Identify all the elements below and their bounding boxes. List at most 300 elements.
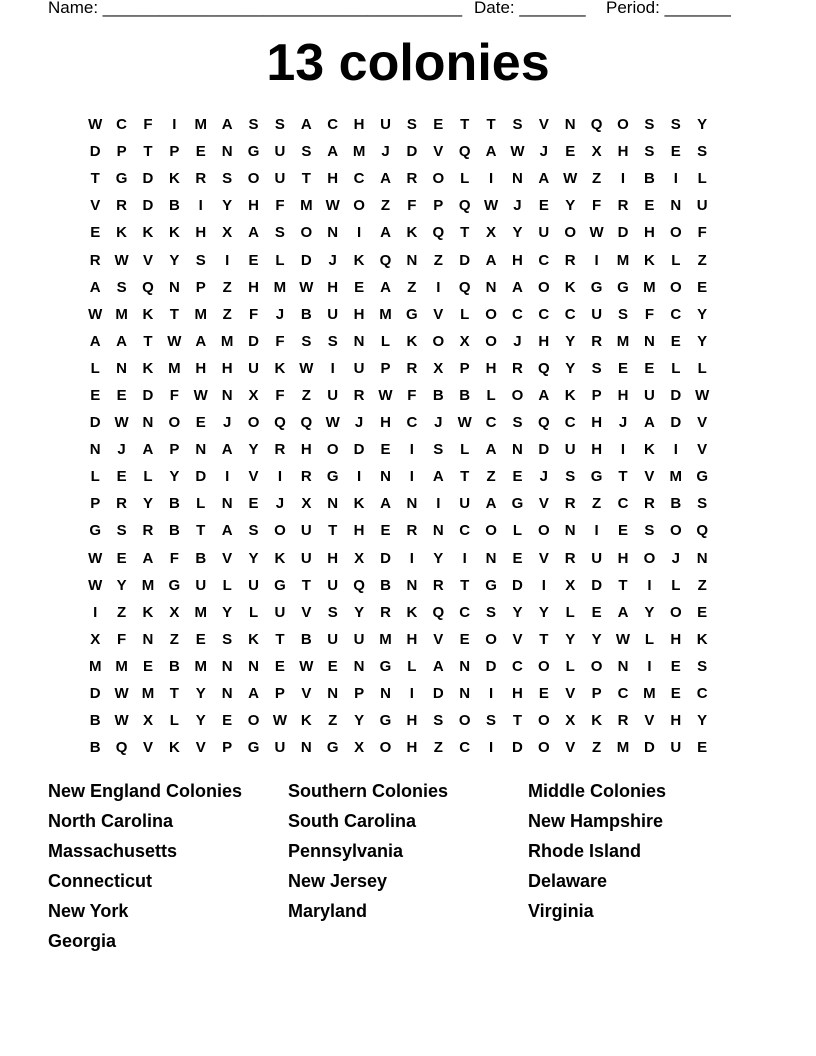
grid-cell: N [432,522,444,540]
grid-cell: S [697,657,708,675]
grid-cell: X [90,630,101,648]
grid-cell: E [380,441,391,459]
grid-cell: Y [195,712,206,730]
grid-cell: V [697,441,708,459]
grid-cell: R [432,576,444,594]
grid-cell: V [644,712,655,730]
grid-cell: K [591,712,603,730]
grid-cell: I [488,739,494,757]
grid-cell: X [354,549,365,567]
grid-cell: F [169,386,179,404]
grid-cell: S [512,414,523,432]
grid-cell: E [90,224,101,242]
grid-cell: H [195,224,207,242]
grid-cell: C [564,414,576,432]
grid-cell: Q [432,603,445,621]
grid-cell: W [325,197,340,215]
grid-cell: N [380,685,391,703]
grid-cell: D [591,576,603,594]
grid-cell: P [433,197,444,215]
grid-cell: D [485,657,497,675]
grid-cell: M [194,657,207,675]
grid-cell: P [169,441,180,459]
grid-cell: O [590,657,603,675]
grid-cell: R [380,603,391,621]
grid-cell: W [88,576,103,594]
grid-cell: W [272,712,288,730]
grid-cell: R [116,495,127,513]
grid-cell: H [327,278,339,296]
grid-cell: S [301,332,312,350]
grid-cell: R [406,359,418,377]
grid-cell: T [539,630,549,648]
grid-cell: T [169,685,179,703]
grid-cell: F [275,197,285,215]
grid-cell: I [436,278,441,296]
grid-cell: Z [433,739,443,757]
grid-cell: V [90,197,101,215]
grid-cell: T [618,576,628,594]
grid-cell: V [195,739,206,757]
grid-cell: W [299,657,314,675]
grid-cell: V [142,251,153,269]
grid-cell: H [221,359,233,377]
grid-cell: T [196,522,206,540]
grid-cell: F [407,197,417,215]
grid-cell: S [222,170,233,188]
grid-cell: L [512,522,523,540]
grid-cell: E [274,657,285,675]
grid-cell: C [327,116,339,134]
grid-cell: Q [300,414,313,432]
word-list-item: Connecticut [48,871,153,891]
grid-cell: V [433,143,444,161]
grid-cell: R [274,441,286,459]
grid-cell: E [697,739,708,757]
grid-cell: V [248,468,259,486]
grid-cell: R [353,386,365,404]
grid-cell: W [299,278,314,296]
grid-cell: U [643,386,655,404]
grid-cell: D [353,441,365,459]
grid-cell: B [168,495,180,513]
grid-cell: R [89,251,101,269]
grid-cell: T [460,468,470,486]
grid-row [82,599,742,626]
grid-cell: H [406,712,418,730]
grid-cell: I [541,576,546,594]
grid-cell: F [275,386,285,404]
grid-row [82,490,742,517]
grid-cell: O [669,224,682,242]
grid-cell: Z [697,251,707,269]
grid-cell: P [116,143,127,161]
grid-cell: Y [248,549,259,567]
grid-cell: U [274,143,286,161]
grid-cell: J [618,414,628,432]
grid-cell: K [643,441,655,459]
grid-cell: O [643,549,656,567]
grid-cell: M [115,657,128,675]
grid-cell: H [300,441,312,459]
grid-cell: Y [565,197,576,215]
grid-cell: H [643,224,655,242]
grid-cell: N [617,657,629,675]
word-search-grid [82,111,742,761]
grid-cell: V [565,739,576,757]
grid-cell: E [538,685,549,703]
grid-cell: I [594,522,599,540]
grid-cell: D [512,739,523,757]
grid-cell: E [380,522,391,540]
grid-cell: F [644,305,654,323]
grid-cell: C [696,685,708,703]
grid-cell: L [697,170,707,188]
grid-cell: E [618,522,629,540]
grid-cell: N [353,332,365,350]
grid-cell: P [380,359,391,377]
grid-cell: D [380,549,391,567]
grid-cell: A [512,278,523,296]
grid-cell: D [459,251,471,269]
grid-cell: K [564,278,576,296]
grid-cell: K [168,739,180,757]
grid-cell: B [380,576,391,594]
grid-cell: L [671,251,681,269]
grid-cell: H [485,359,497,377]
grid-cell: E [90,386,101,404]
page-title: 13 colonies [266,34,550,92]
grid-cell: T [143,143,153,161]
grid-cell: E [644,197,655,215]
grid-cell: N [300,739,312,757]
grid-cell: V [222,549,233,567]
grid-cell: Y [222,197,233,215]
grid-cell: H [591,441,603,459]
grid-cell: W [167,332,182,350]
grid-cell: G [274,576,286,594]
grid-cell: Q [379,251,392,269]
grid-cell: I [620,170,626,188]
grid-cell: H [617,549,629,567]
grid-cell: K [353,495,365,513]
grid-cell: O [485,305,497,323]
grid-cell: R [512,359,523,377]
grid-cell: E [142,657,153,675]
grid-row [82,436,742,463]
grid-cell: R [564,495,576,513]
grid-cell: U [327,386,339,404]
grid-cell: Q [353,576,365,594]
grid-cell: P [195,278,206,296]
grid-cell: W [114,251,129,269]
grid-cell: M [616,251,630,269]
grid-cell: V [538,116,549,134]
grid-cell: K [142,359,154,377]
grid-cell: D [406,143,418,161]
grid-cell: M [643,278,656,296]
word-bank [48,778,768,958]
grid-cell: W [695,386,710,404]
grid-cell: R [591,332,603,350]
grid-cell: B [89,712,101,730]
grid-cell: K [168,224,180,242]
grid-cell: U [670,739,682,757]
grid-cell: I [225,251,230,269]
grid-cell: S [301,143,312,161]
grid-cell: E [195,143,206,161]
grid-cell: H [512,685,523,703]
grid-cell: O [432,170,445,188]
grid-cell: X [222,224,233,242]
grid-cell: S [565,468,576,486]
grid-cell: U [300,549,312,567]
grid-cell: X [565,712,576,730]
grid-cell: Y [697,712,708,730]
grid-cell: H [248,197,259,215]
grid-cell: E [433,116,444,134]
grid-cell: K [248,630,259,648]
grid-row [82,111,742,138]
grid-cell: U [327,630,339,648]
grid-cell: E [195,630,206,648]
grid-cell: H [591,414,603,432]
grid-cell: Y [512,224,523,242]
grid-cell: Y [195,685,206,703]
grid-cell: W [88,305,103,323]
grid-cell: F [275,332,285,350]
word-list-item: Rhode Island [528,841,642,861]
grid-cell: W [299,359,314,377]
grid-cell: N [485,549,497,567]
grid-cell: I [357,468,362,486]
grid-cell: P [591,386,602,404]
grid-cell: O [168,414,181,432]
grid-cell: R [142,522,154,540]
grid-cell: Z [301,386,311,404]
grid-cell: L [671,576,681,594]
grid-cell: Y [565,332,576,350]
grid-cell: Y [354,712,365,730]
grid-cell: N [221,386,233,404]
grid-cell: I [488,170,494,188]
grid-cell: S [327,332,338,350]
grid-cell: C [116,116,127,134]
grid-cell: T [512,712,523,730]
grid-cell: Q [696,522,709,540]
grid-cell: E [670,685,681,703]
grid-cell: Q [115,739,128,757]
grid-cell: R [195,170,207,188]
grid-cell: S [486,603,497,621]
grid-cell: N [485,278,497,296]
grid-cell: W [114,414,129,432]
grid-cell: O [485,332,497,350]
grid-cell: B [168,657,180,675]
grid-row [82,355,742,382]
grid-cell: M [379,305,392,323]
grid-cell: G [168,576,181,594]
grid-cell: M [669,468,683,486]
grid-cell: Q [458,143,471,161]
grid-cell: N [221,495,233,513]
grid-cell: E [670,657,681,675]
grid-cell: U [353,630,365,648]
grid-cell: A [327,143,339,161]
grid-cell: T [328,522,338,540]
grid-cell: V [538,549,549,567]
grid-cell: A [248,224,259,242]
grid-cell: N [380,468,391,486]
grid-cell: Z [169,630,179,648]
grid-cell: K [274,549,286,567]
grid-cell: C [459,522,471,540]
word-list-item: Middle Colonies [528,781,667,801]
grid-cell: W [615,630,631,648]
grid-cell: A [617,603,629,621]
grid-cell: O [538,712,550,730]
grid-cell: H [327,549,339,567]
grid-cell: N [221,143,233,161]
grid-cell: D [89,414,101,432]
grid-row [82,301,742,328]
grid-cell: C [617,495,629,513]
grid-cell: W [483,197,499,215]
grid-cell: S [116,278,127,296]
grid-cell: Z [328,712,338,730]
grid-cell: N [564,116,576,134]
word-list-item: Pennsylvania [288,841,404,861]
grid-cell: E [327,657,338,675]
grid-cell: O [538,657,550,675]
grid-cell: L [486,386,496,404]
grid-cell: O [669,522,682,540]
grid-cell: Q [432,224,445,242]
grid-cell: N [195,441,207,459]
grid-cell: M [115,305,128,323]
grid-cell: U [248,359,259,377]
grid-cell: E [459,630,470,648]
grid-cell: C [406,414,418,432]
grid-cell: P [459,359,470,377]
grid-cell: O [564,224,577,242]
word-list-item: Southern Colonies [288,781,449,801]
grid-cell: R [617,712,629,730]
grid-cell: O [617,116,629,134]
grid-cell: Y [697,305,708,323]
grid-cell: B [670,495,682,513]
grid-cell: E [644,359,655,377]
grid-cell: Y [565,630,576,648]
grid-cell: Z [592,495,602,513]
grid-cell: D [142,197,154,215]
grid-cell: C [512,657,523,675]
grid-cell: H [617,386,629,404]
grid-cell: I [198,197,203,215]
grid-cell: O [300,224,313,242]
grid-row [82,626,742,653]
grid-cell: I [330,359,335,377]
grid-cell: T [301,170,311,188]
grid-cell: J [539,143,548,161]
word-list-item: South Carolina [288,811,417,831]
grid-cell: H [670,712,682,730]
grid-cell: S [644,143,655,161]
grid-cell: T [301,576,311,594]
grid-cell: E [538,197,549,215]
grid-cell: R [406,522,418,540]
grid-cell: S [486,712,497,730]
grid-cell: N [327,495,339,513]
grid-cell: M [273,278,287,296]
grid-cell: J [513,197,522,215]
grid-cell: Y [697,116,708,134]
grid-cell: T [618,468,628,486]
word-list-item: Maryland [288,901,368,921]
grid-cell: Y [142,495,153,513]
grid-cell: Y [169,468,180,486]
grid-cell: T [460,224,470,242]
grid-cell: N [353,657,365,675]
grid-cell: R [300,468,312,486]
grid-cell: R [564,549,576,567]
grid-cell: M [352,143,366,161]
grid-cell: U [300,522,312,540]
grid-cell: D [670,414,682,432]
grid-cell: H [617,143,629,161]
grid-cell: V [433,630,444,648]
grid-cell: K [142,603,154,621]
grid-cell: N [406,576,418,594]
grid-cell: J [275,305,285,323]
grid-cell: Q [458,197,471,215]
word-list-item: New Jersey [288,871,388,891]
grid-cell: J [328,251,337,269]
grid-cell: O [669,603,682,621]
grid-cell: N [406,251,418,269]
grid-cell: R [116,197,127,215]
grid-cell: F [697,224,707,242]
grid-cell: D [512,576,523,594]
grid-cell: A [485,143,497,161]
grid-cell: A [380,170,391,188]
grid-cell: I [357,224,362,242]
grid-cell: G [247,143,260,161]
grid-cell: U [195,576,207,594]
grid-cell: G [511,495,524,513]
grid-cell: T [143,332,153,350]
grid-row [82,734,742,761]
grid-cell: E [697,603,708,621]
grid-cell: B [459,386,471,404]
grid-cell: R [564,251,576,269]
grid-cell: D [617,224,629,242]
word-list-item: North Carolina [48,811,174,831]
period-field: Period: _______ [606,0,731,17]
grid-cell: L [90,468,100,486]
grid-cell: M [88,657,102,675]
grid-row [82,246,742,273]
grid-cell: A [248,685,259,703]
grid-cell: U [696,197,708,215]
grid-cell: D [300,251,312,269]
grid-cell: Q [538,359,550,377]
grid-cell: S [697,495,708,513]
grid-cell: Y [512,603,523,621]
grid-cell: M [194,305,207,323]
grid-cell: I [594,251,599,269]
grid-cell: Y [116,576,127,594]
